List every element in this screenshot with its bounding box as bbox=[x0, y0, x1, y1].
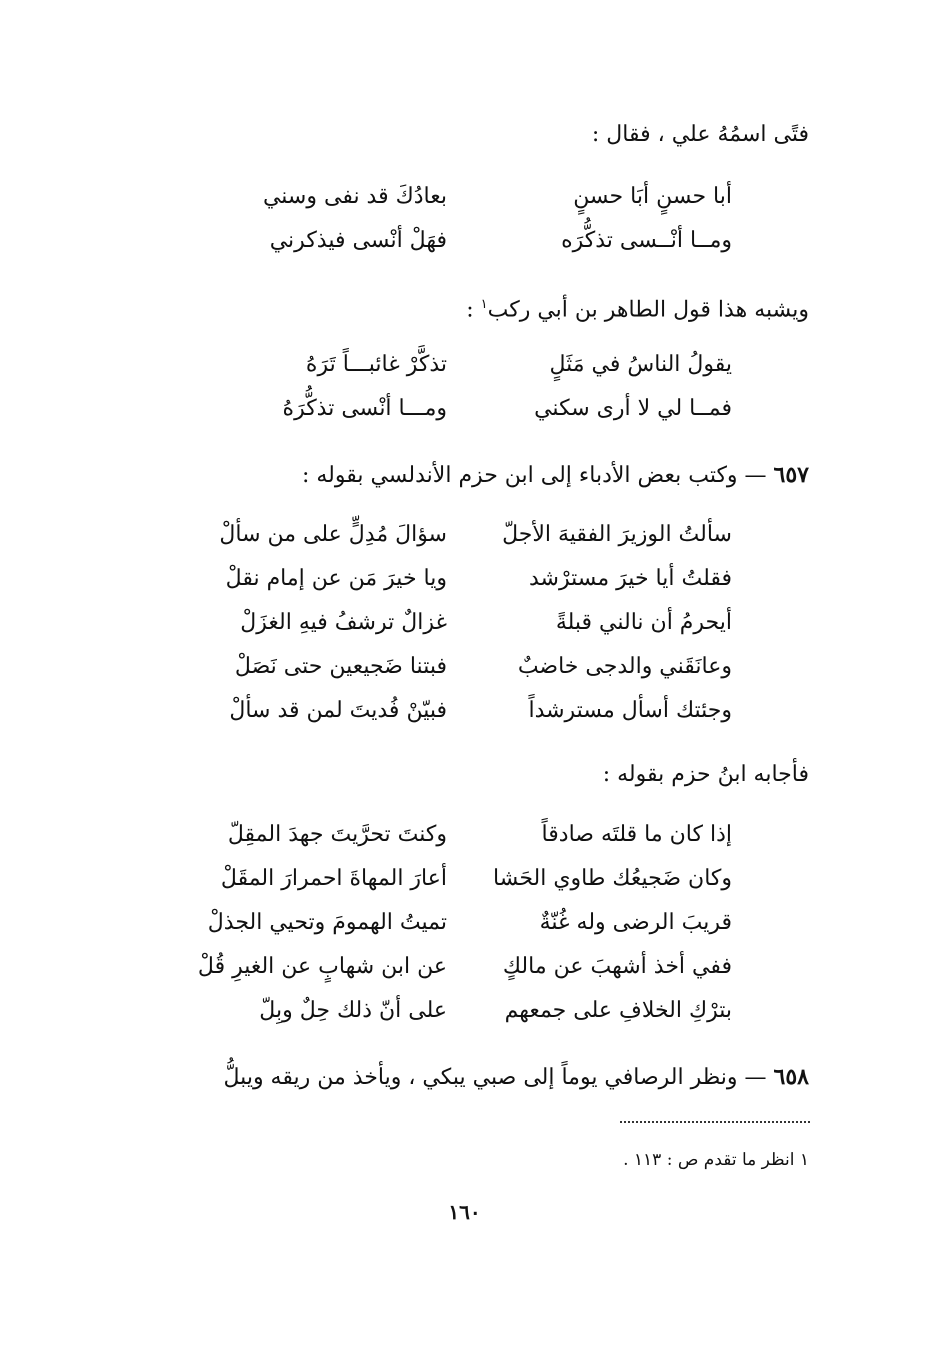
verse-line bbox=[0, 906, 929, 946]
verse-second-hemistich: تذكَّرْ غائبـــاً تَرَهُ bbox=[305, 352, 447, 377]
section-heading-657 bbox=[109, 460, 809, 491]
verse-second-hemistich: غزالٌ ترشفُ فيهِ الغزَلْ bbox=[240, 610, 447, 635]
footnote-separator bbox=[620, 1121, 810, 1123]
verse-first-hemistich: ففي أخذ أشهبَ عن مالكٍ bbox=[502, 954, 732, 979]
verse-second-hemistich: بعادُكَ قد نفى وسني bbox=[262, 184, 447, 209]
verse-first-hemistich: أبا حسنٍ أبَا حسنٍ bbox=[573, 184, 732, 209]
section-number: ٦٥٧ bbox=[773, 462, 809, 488]
verse-second-hemistich: فبتنا ضَجيعين حتى نَصَلْ bbox=[234, 654, 447, 679]
verse-line bbox=[0, 518, 929, 558]
verse-second-hemistich: وكنتَ تحرَّيتَ جهدَ المقِلّ bbox=[227, 822, 447, 847]
verse-line bbox=[0, 348, 929, 388]
paragraph-text-tail: : bbox=[466, 297, 481, 323]
verse-second-hemistich: أعارَ المهاةَ احمرارَ المقَلْ bbox=[220, 866, 447, 891]
verse-line bbox=[0, 224, 929, 264]
verse-second-hemistich: ومـــا أنْسى تذكُّرَهُ bbox=[282, 396, 447, 421]
verse-line bbox=[0, 950, 929, 990]
paragraph-text: ويشبه هذا قول الطاهر بن أبي ركب bbox=[487, 297, 809, 323]
verse-second-hemistich: فهَلْ أنْسى فيذكرني bbox=[269, 228, 447, 253]
verse-line bbox=[0, 180, 929, 220]
verse-first-hemistich: ومــا أنْــسى تذكُّرَه bbox=[561, 228, 732, 253]
paragraph-line bbox=[109, 290, 809, 325]
verse-line bbox=[0, 994, 929, 1034]
verse-second-hemistich: سؤالَ مُدِلٍّ على من سألْ bbox=[219, 522, 447, 547]
verse-line bbox=[0, 392, 929, 432]
verse-second-hemistich: على أنّ ذلك حِلٌ وبِلّ bbox=[259, 998, 447, 1023]
verse-first-hemistich: سألتُ الوزيرَ الفقيهَ الأجلّ bbox=[502, 522, 732, 547]
verse-first-hemistich: وكان ضَجيعُك طاوي الحَشا bbox=[492, 866, 732, 891]
section-text: — ونظر الرصافي يوماً إلى صبي يبكي ، ويأخذ من ريقه ويبلُّ bbox=[223, 1065, 774, 1090]
verse-second-hemistich: عن ابن شهابٍ عن الغيرِ قُلْ bbox=[197, 954, 447, 979]
verse-first-hemistich: أيحرمُ أن نالني قبلةً bbox=[555, 610, 732, 635]
verse-first-hemistich: فمــا لي لا أرى سكني bbox=[534, 396, 732, 421]
verse-line bbox=[0, 606, 929, 646]
intro-line: فتًى اسمُهُ علي ، فقال : bbox=[591, 122, 809, 147]
verse-first-hemistich: بترْكِ الخلافِ على جمعهم bbox=[504, 998, 732, 1023]
verse-second-hemistich: ويا خيرَ مَن عن إمام نقلْ bbox=[225, 566, 447, 591]
reply-line: فأجابه ابنُ حزم بقوله : bbox=[602, 762, 809, 787]
verse-line bbox=[0, 650, 929, 690]
verse-first-hemistich: يقولُ الناسُ في مَثَلٍ bbox=[549, 352, 732, 377]
section-text: — وكتب بعض الأدباء إلى ابن حزم الأندلسي بقوله : bbox=[301, 463, 774, 488]
verse-second-hemistich: فبيّنْ فُديتَ لمن قد سألْ bbox=[229, 698, 447, 723]
verse-first-hemistich: قريبَ الرضى وله غُنّةٌ bbox=[539, 910, 732, 935]
section-heading-658 bbox=[109, 1062, 809, 1093]
section-number: ٦٥٨ bbox=[773, 1064, 809, 1090]
verse-first-hemistich: فقلتُ أيا خيرَ مسترْشد bbox=[529, 566, 732, 591]
footnote: ١ انظر ما تقدم ص : ١١٣ . bbox=[623, 1150, 809, 1170]
verse-first-hemistich: إذا كان ما قلتَه صادقاً bbox=[541, 822, 732, 847]
verse-first-hemistich: وعانَقَني والدجى خاضبٌ bbox=[517, 654, 732, 679]
verse-second-hemistich: تميتُ الهمومَ وتحيي الجذلْ bbox=[207, 910, 447, 935]
verse-line bbox=[0, 862, 929, 902]
verse-line bbox=[0, 562, 929, 602]
verse-first-hemistich: وجئتك أسأل مسترشداً bbox=[528, 698, 732, 723]
page-number: ١٦٠ bbox=[448, 1200, 481, 1224]
footnote-reference: ١ bbox=[480, 297, 488, 312]
verse-line bbox=[0, 818, 929, 858]
verse-line bbox=[0, 694, 929, 734]
